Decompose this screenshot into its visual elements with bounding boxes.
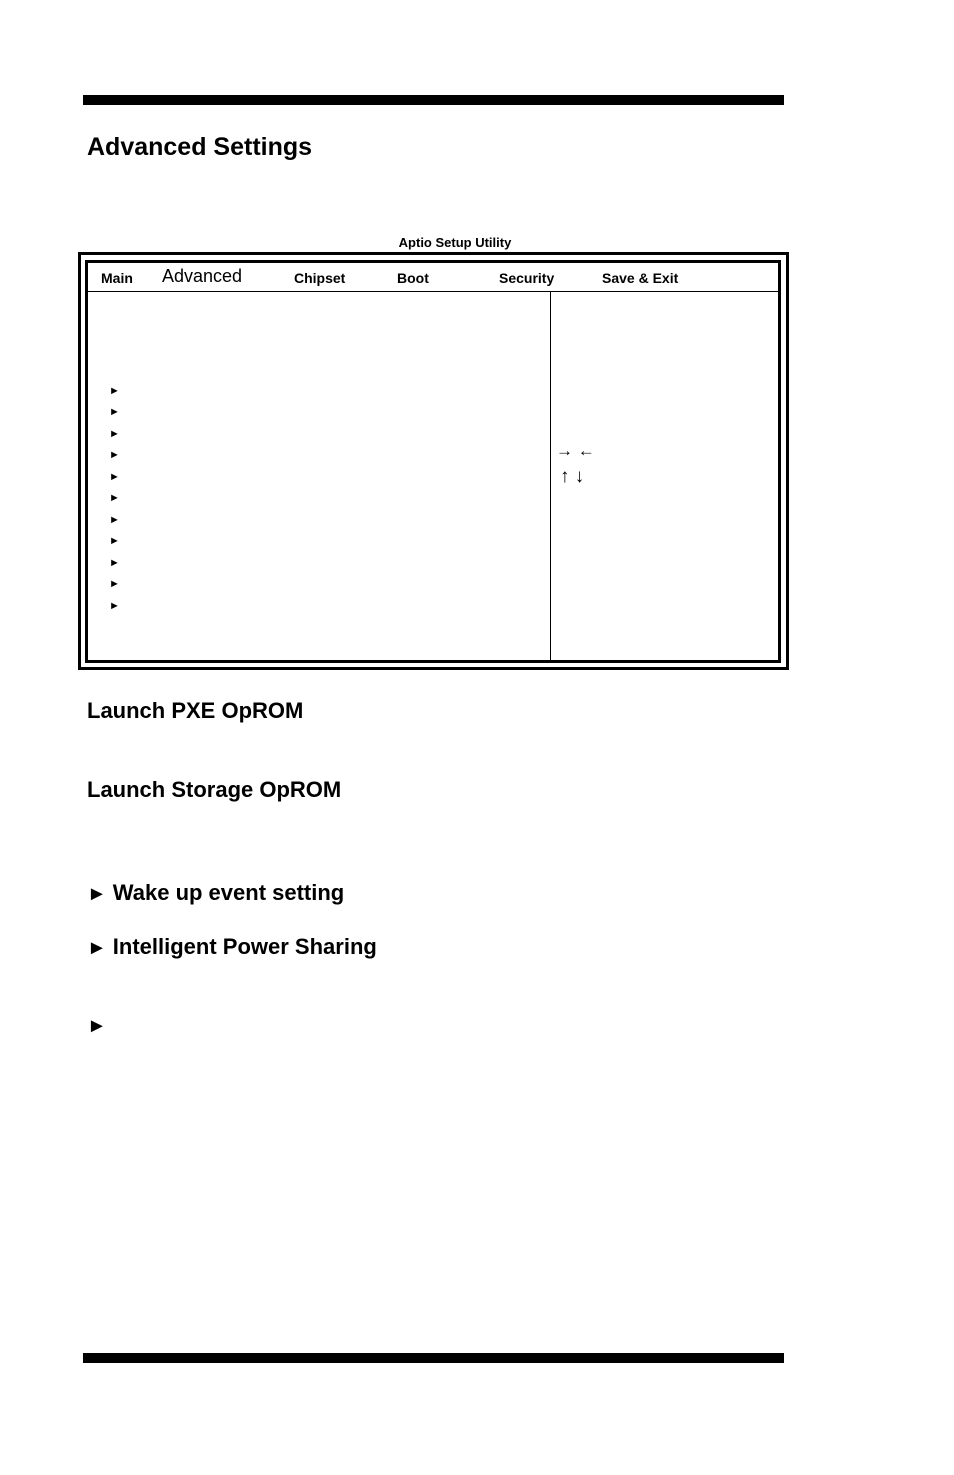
submenu-arrow-icon[interactable]: ► (109, 578, 120, 590)
bottom-rule (83, 1353, 784, 1363)
section-label: Wake up event setting (112, 880, 345, 905)
help-panel-divider (550, 292, 551, 660)
submenu-arrow-icon[interactable]: ► (109, 535, 120, 547)
menu-advanced[interactable]: Advanced (162, 266, 243, 286)
menu-save-exit[interactable]: Save & Exit (602, 270, 679, 286)
section-label: Launch Storage OpROM (87, 777, 342, 802)
menu-boot[interactable]: Boot (397, 270, 429, 286)
submenu-arrow-icon[interactable]: ► (109, 406, 120, 418)
submenu-arrow-icon[interactable]: ► (109, 514, 120, 526)
submenu-triangle-icon: ► (87, 1015, 107, 1037)
submenu-triangle-icon: ► (87, 937, 107, 959)
menubar-divider (88, 291, 778, 292)
section-launch-storage-oprom (87, 777, 341, 803)
top-rule (83, 95, 784, 105)
submenu-arrow-icon[interactable]: ► (109, 492, 120, 504)
section-intelligent-power-sharing (87, 934, 377, 960)
section-wake-up-event-setting (87, 880, 344, 906)
select-item-keys-icon: ↑ ↓ (560, 466, 585, 487)
bios-utility-title: Aptio Setup Utility (398, 235, 512, 250)
submenu-arrow-icon[interactable]: ► (109, 449, 120, 461)
menu-chipset[interactable]: Chipset (294, 270, 346, 286)
section-label: Intelligent Power Sharing (112, 934, 377, 959)
submenu-arrow-icon[interactable]: ► (109, 428, 120, 440)
section-launch-pxe-oprom (87, 698, 303, 724)
submenu-triangle-icon: ► (87, 883, 107, 905)
page-title: Advanced Settings (87, 133, 313, 161)
section-label: Launch PXE OpROM (87, 698, 304, 723)
menu-security[interactable]: Security (499, 270, 555, 286)
select-screen-keys-icon: → ← (556, 441, 595, 460)
bios-screen-inner-frame (85, 260, 781, 663)
submenu-arrow-icon[interactable]: ► (109, 471, 120, 483)
submenu-arrow-icon[interactable]: ► (109, 557, 120, 569)
submenu-arrow-icon[interactable]: ► (109, 600, 120, 612)
submenu-arrow-icon[interactable]: ► (109, 385, 120, 397)
section-untitled (87, 1012, 113, 1038)
menu-main[interactable]: Main (101, 270, 133, 286)
